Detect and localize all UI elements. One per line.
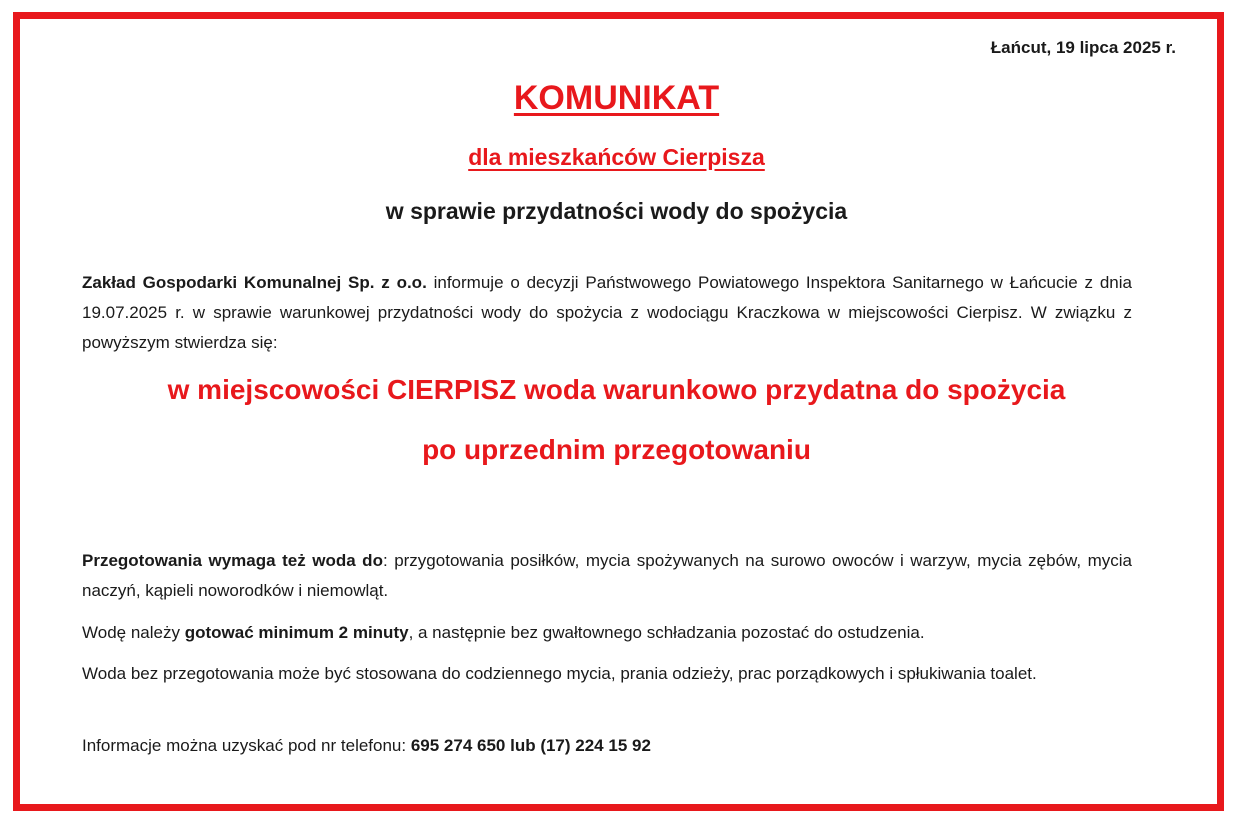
boiling-bold: Przegotowania wymaga też woda do bbox=[82, 551, 383, 570]
contact-phones: 695 274 650 lub (17) 224 15 92 bbox=[410, 736, 651, 755]
instruction-prefix: Wodę należy bbox=[82, 623, 185, 642]
document-title: KOMUNIKAT bbox=[513, 79, 720, 117]
intro-text: informuje o decyzji Państwowego Powiatowego Inspektora Sanitarnego w Łańcucie z dnia 19.07.2025 r. w sprawie warunkowej przydatności wody do spożycia z wodociągu Kraczkowa w miejscowości Cierpisz. W związku z powyższym stwierdza się: bbox=[82, 273, 1132, 352]
document-date: Łańcut, 19 lipca 2025 r. bbox=[990, 38, 1176, 57]
contact-prefix: Informacje można uzyskać pod nr telefonu: bbox=[82, 736, 411, 755]
document-heading: w sprawie przydatności wody do spożycia bbox=[385, 198, 848, 224]
boiling-paragraph bbox=[82, 546, 1132, 606]
intro-paragraph bbox=[82, 268, 1132, 358]
document-subtitle: dla mieszkańców Cierpisza bbox=[468, 144, 765, 170]
company-name: Zakład Gospodarki Komunalnej Sp. z o.o. bbox=[82, 273, 427, 292]
statement-line-2: po uprzednim przegotowaniu bbox=[422, 434, 811, 465]
instruction-paragraph bbox=[82, 618, 1132, 648]
statement-line-1: w miejscowości CIERPISZ woda warunkowo przydatna do spożycia bbox=[167, 374, 1066, 405]
boiling-text: : przygotowania posiłków, mycia spożywanych na surowo owoców i warzyw, mycia zębów, mycia naczyń, kąpieli noworodków i niemowląt. bbox=[82, 551, 1132, 600]
instruction-bold: gotować minimum 2 minuty bbox=[184, 623, 409, 642]
usage-paragraph: Woda bez przegotowania może być stosowana do codziennego mycia, prania odzieży, prac porządkowych i spłukiwania toalet. bbox=[82, 664, 1037, 683]
red-border-frame bbox=[13, 12, 1224, 811]
contact-paragraph bbox=[82, 731, 1132, 761]
instruction-suffix: , a następnie bez gwałtownego schładzania pozostać do ostudzenia. bbox=[408, 623, 925, 642]
